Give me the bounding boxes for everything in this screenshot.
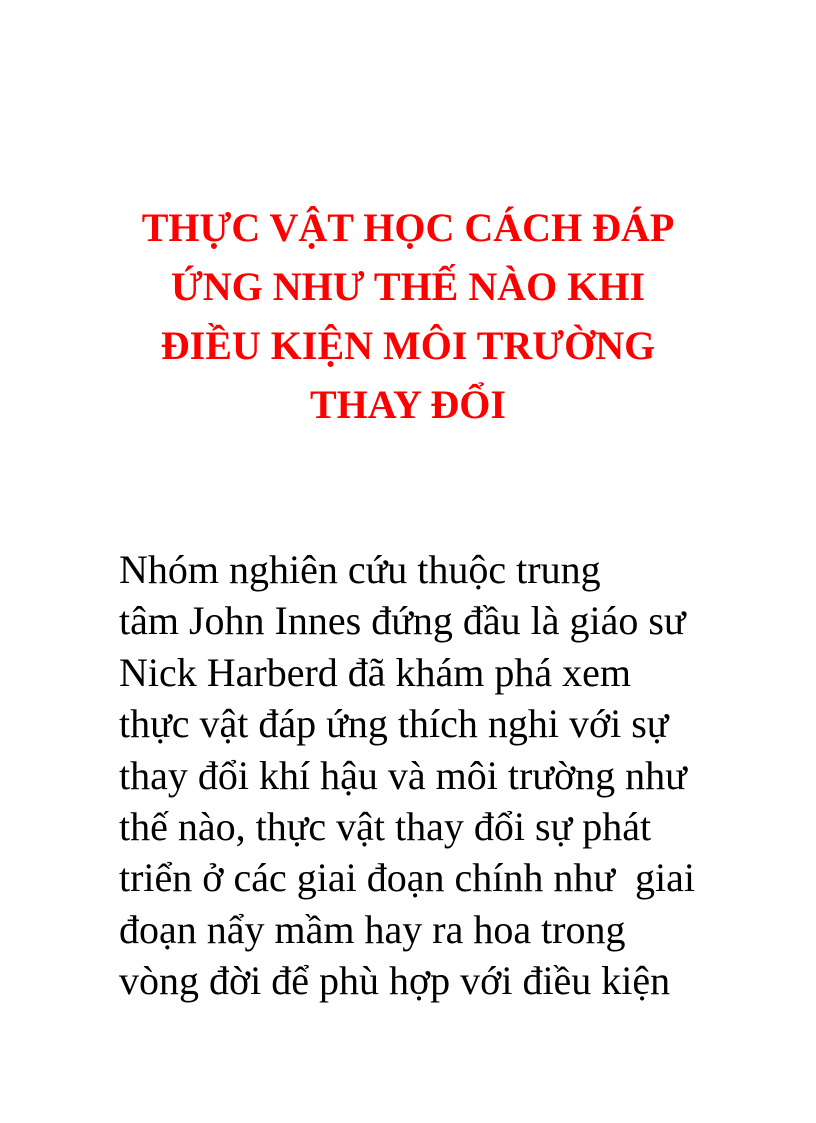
title-line-1: THỰC VẬT HỌC CÁCH ĐÁP (141, 205, 675, 250)
body-line-4: thực vật đáp ứng thích nghi với sự (119, 701, 669, 747)
document-title (100, 198, 716, 434)
body-line-7: triển ở các giai đoạn chính như giai (119, 855, 695, 901)
body-line-1: Nhóm nghiên cứu thuộc trung (119, 547, 601, 592)
body-line-5: thay đổi khí hậu và môi trường như (119, 752, 687, 798)
body-paragraph (119, 544, 719, 1007)
body-line-9: vòng đời để phù hợp với điều kiện (119, 958, 671, 1004)
title-line-4: THAY ĐỔI (310, 382, 506, 427)
title-line-2: ỨNG NHƯ THẾ NÀO KHI (170, 264, 646, 309)
body-line-2: tâm John Innes đứng đầu là giáo sư (119, 598, 686, 644)
title-line-3: ĐIỀU KIỆN MÔI TRƯỜNG (160, 323, 656, 368)
body-line-6: thế nào, thực vật thay đổi sự phát (119, 804, 652, 850)
body-line-3: Nick Harberd đã khám phá xem (119, 649, 632, 695)
body-line-8: đoạn nẩy mầm hay ra hoa trong (119, 906, 626, 952)
